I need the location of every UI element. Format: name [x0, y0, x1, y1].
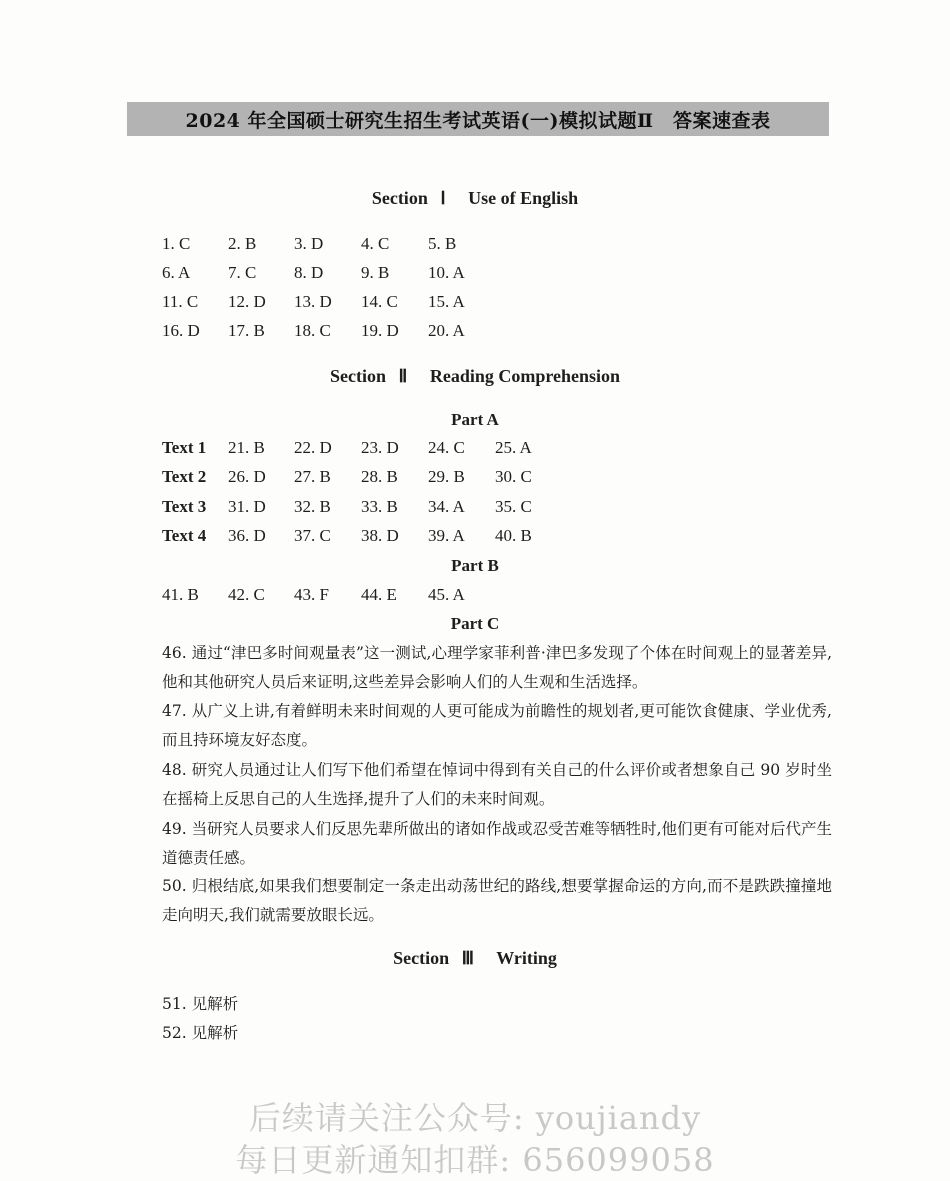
section-3-name: Writing [496, 948, 557, 968]
answer-item: 7. C [228, 263, 257, 282]
text-label: Text 2 [162, 467, 207, 486]
page-title: 2024 年全国硕士研究生招生考试英语(一)模拟试题Ⅱ 答案速查表 [127, 102, 829, 136]
answer-item: 37. C [294, 526, 331, 545]
answer-item: 41. B [162, 585, 199, 604]
footer-qq-group-notice: 每日更新通知扣群: 656099058 [235, 1141, 715, 1179]
section-1-name: Use of English [468, 188, 579, 208]
section-2-roman: Ⅱ [398, 366, 408, 386]
section-3-heading [0, 948, 950, 969]
answer-item: 14. C [361, 292, 398, 311]
answer-item: 33. B [361, 497, 398, 516]
answer-item: 28. B [361, 467, 398, 486]
answer-item: 16. D [162, 321, 200, 340]
answer-item: 19. D [361, 321, 399, 340]
answer-item: 44. E [361, 585, 397, 604]
translation-item-46: 46. 通过“津巴多时间观量表”这一测试,心理学家菲利普·津巴多发现了个体在时间观上的显著差异,他和其他研究人员后来证明,这些差异会影响人们的人生观和生活选择。 [162, 644, 832, 691]
answer-item: 35. C [495, 497, 532, 516]
answer-item: 13. D [294, 292, 332, 311]
section-2-label: Section [329, 366, 386, 386]
answer-item: 9. B [361, 263, 390, 282]
answer-item: 18. C [294, 321, 331, 340]
answer-item: 21. B [228, 438, 265, 457]
answer-item: 2. B [228, 234, 257, 253]
section-2-heading [0, 366, 950, 387]
text-label: Text 4 [162, 526, 207, 545]
translation-item-47: 47. 从广义上讲,有着鲜明未来时间观的人更可能成为前瞻性的规划者,更可能饮食健康、学业优秀,而且持环境友好态度。 [162, 702, 832, 749]
answer-item: 12. D [228, 292, 266, 311]
section-1-roman: Ⅰ [440, 188, 446, 208]
answer-item: 42. C [228, 585, 265, 604]
answer-item: 32. B [294, 497, 331, 516]
answer-item: 5. B [428, 234, 457, 253]
translation-item-50: 50. 归根结底,如果我们想要制定一条走出动荡世纪的路线,想要掌握命运的方向,而不是跌跌撞撞地走向明天,我们就需要放眼长远。 [162, 877, 832, 924]
answer-item: 45. A [428, 585, 465, 604]
text-label: Text 1 [162, 438, 207, 457]
answer-item: 29. B [428, 467, 465, 486]
answer-item: 4. C [361, 234, 390, 253]
answer-item: 10. A [428, 263, 465, 282]
footer-wechat-notice: 后续请关注公众号: youjiandy [248, 1099, 702, 1137]
answer-item: 22. D [294, 438, 332, 457]
answer-item: 20. A [428, 321, 465, 340]
part-a-heading: Part A [451, 410, 499, 429]
answer-item: 31. D [228, 497, 266, 516]
answer-item: 17. B [228, 321, 265, 340]
writing-item-51: 51. 见解析 [162, 995, 239, 1013]
writing-item-52: 52. 见解析 [162, 1024, 239, 1042]
answer-item: 26. D [228, 467, 266, 486]
answer-item: 30. C [495, 467, 532, 486]
answer-item: 6. A [162, 263, 191, 282]
answer-item: 40. B [495, 526, 532, 545]
answer-item: 39. A [428, 526, 465, 545]
answer-item: 8. D [294, 263, 324, 282]
text-label: Text 3 [162, 497, 207, 516]
section-3-label: Section [393, 948, 450, 968]
answer-item: 11. C [162, 292, 199, 311]
translation-item-48: 48. 研究人员通过让人们写下他们希望在悼词中得到有关自己的什么评价或者想象自己 90 岁时坐在摇椅上反思自己的人生选择,提升了人们的未来时间观。 [162, 761, 832, 808]
section-2-name: Reading Comprehension [429, 366, 621, 386]
answer-item: 36. D [228, 526, 266, 545]
answer-item: 38. D [361, 526, 399, 545]
section-1-label: Section [371, 188, 428, 208]
section-3-roman: Ⅲ [461, 948, 475, 968]
answer-item: 3. D [294, 234, 324, 253]
answer-item: 24. C [428, 438, 465, 457]
answer-item: 25. A [495, 438, 532, 457]
translation-item-49: 49. 当研究人员要求人们反思先辈所做出的诸如作战或忍受苦难等牺牲时,他们更有可能对后代产生道德责任感。 [162, 820, 833, 867]
part-c-heading: Part C [450, 614, 500, 633]
part-b-heading: Part B [451, 556, 499, 575]
answer-item: 34. A [428, 497, 465, 516]
answer-item: 27. B [294, 467, 331, 486]
answer-item: 23. D [361, 438, 399, 457]
answer-item: 43. F [294, 585, 329, 604]
section-1-heading [0, 188, 950, 209]
answer-item: 1. C [162, 234, 191, 253]
answer-item: 15. A [428, 292, 465, 311]
